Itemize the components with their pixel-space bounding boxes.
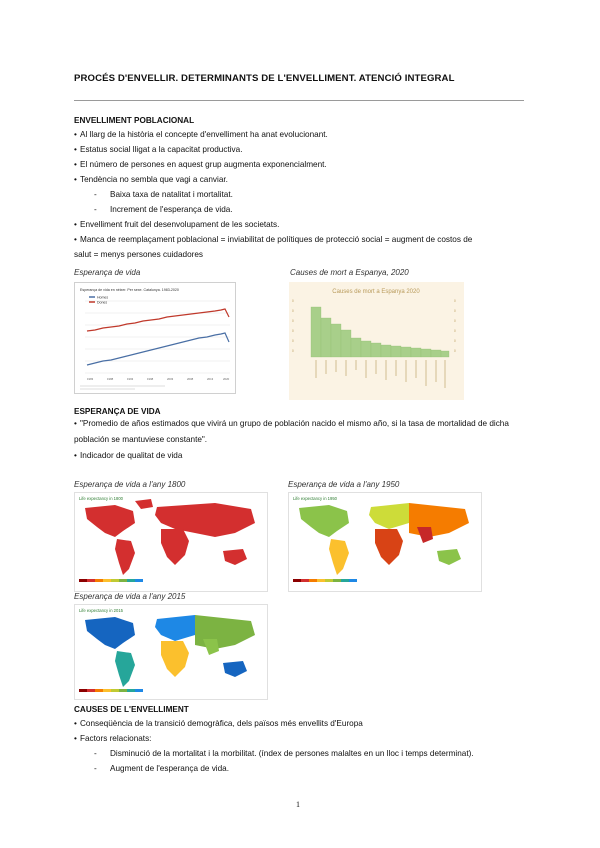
svg-text:1998: 1998 — [147, 377, 154, 381]
section-heading-causes: CAUSES DE L'ENVELLIMENT — [74, 705, 189, 714]
map-legend — [293, 579, 357, 582]
svg-text:0: 0 — [454, 299, 456, 303]
caption-map-2015: Esperança de vida a l'any 2015 — [74, 592, 186, 601]
svg-text:0: 0 — [292, 349, 294, 353]
map-title: Life expectancy in 1800 — [79, 496, 123, 501]
svg-text:1993: 1993 — [127, 377, 134, 381]
svg-text:0: 0 — [292, 329, 294, 333]
sub-list-item: - Augment de l'esperança de vida. — [94, 764, 229, 773]
life-expectancy-chart-svg — [75, 283, 235, 393]
list-item: • El número de persones en aquest grup augmenta exponencialment. — [74, 160, 327, 169]
page-title: PROCÉS D'ENVELLIR. DETERMINANTS DE L'ENVELLIMENT. ATENCIÓ INTEGRAL — [74, 73, 455, 84]
sub-list-item: - Baixa taxa de natalitat i mortalitat. — [94, 190, 233, 199]
list-item: • Manca de reemplaçament poblacional = inviabilitat de polítiques de protecció social = augment de costos de — [74, 235, 473, 244]
caption-causes-of-death: Causes de mort a Espanya, 2020 — [290, 268, 409, 277]
map-2015 — [74, 604, 268, 700]
map-1800 — [74, 492, 268, 592]
x-axis-tick-labels — [316, 360, 445, 388]
svg-text:2003: 2003 — [167, 377, 174, 381]
caption-map-1800: Esperança de vida a l'any 1800 — [74, 480, 186, 489]
y-axis-left-ticks — [292, 299, 294, 353]
list-item: • Envelliment fruit del desenvolupament de les societats. — [74, 220, 280, 229]
list-item: • Al llarg de la història el concepte d'envelliment ha anat evolucionant. — [74, 130, 328, 139]
map-legend — [79, 689, 143, 692]
bar — [361, 341, 371, 357]
svg-text:1983: 1983 — [87, 377, 94, 381]
bar — [381, 345, 391, 357]
list-item: • Estatus social lligat a la capacitat productiva. — [74, 145, 243, 154]
map-title: Life expectancy in 2015 — [79, 608, 123, 613]
bar — [441, 351, 449, 357]
bar — [321, 318, 331, 357]
svg-text:1988: 1988 — [107, 377, 114, 381]
bar — [351, 338, 361, 357]
svg-text:0: 0 — [292, 339, 294, 343]
svg-text:0: 0 — [292, 299, 294, 303]
bar — [391, 346, 401, 357]
svg-text:2020: 2020 — [223, 377, 230, 381]
svg-text:2008: 2008 — [187, 377, 194, 381]
svg-text:0: 0 — [454, 319, 456, 323]
list-item: • Conseqüència de la transició demogràfica, dels països més envellits d'Europa — [74, 719, 363, 728]
svg-text:0: 0 — [292, 309, 294, 313]
x-axis-ticks — [87, 377, 230, 381]
map-1950 — [288, 492, 482, 592]
legend-men: Homes — [97, 295, 109, 300]
section-heading-envelliment: ENVELLIMENT POBLACIONAL — [74, 116, 195, 125]
list-item: • Indicador de qualitat de vida — [74, 451, 183, 460]
chart-title: Esperança de vida en néixer. Per sexe. Catalunya. 1983-2020 — [80, 288, 179, 292]
legend-women: Dones — [97, 300, 108, 305]
title-divider — [74, 100, 524, 101]
bar — [431, 350, 441, 357]
map-1950-svg — [289, 493, 481, 591]
svg-text:0: 0 — [292, 319, 294, 323]
svg-text:0: 0 — [454, 339, 456, 343]
svg-text:0: 0 — [454, 349, 456, 353]
svg-text:0: 0 — [454, 329, 456, 333]
section-heading-esperanca: ESPERANÇA DE VIDA — [74, 407, 161, 416]
caption-map-1950: Esperança de vida a l'any 1950 — [288, 480, 400, 489]
bar — [371, 343, 381, 357]
definition-quote: • "Promedio de años estimados que vivirá un grupo de población nacido el mismo año, si la tasa de mortalidad de dicha población se mantuviese constante". — [74, 419, 509, 444]
svg-text:2013: 2013 — [207, 377, 214, 381]
bar — [311, 307, 321, 357]
chart-bars — [311, 307, 449, 357]
bar — [411, 348, 421, 357]
chart-title: Causes de mort a Espanya 2020 — [332, 289, 420, 295]
caption-life-expectancy: Esperança de vida — [74, 268, 141, 277]
sub-list-item: - Disminució de la mortalitat i la morbilitat. (índex de persones malaltes en un lloc i temps determinat). — [94, 749, 474, 758]
map-title: Life expectancy in 1950 — [293, 496, 337, 501]
list-item: • Tendència no sembla que vagi a canviar. — [74, 175, 228, 184]
bar — [421, 349, 431, 357]
svg-text:0: 0 — [454, 309, 456, 313]
sub-list-item: - Increment de l'esperança de vida. — [94, 205, 233, 214]
list-item: • Factors relacionats: — [74, 734, 152, 743]
list-item-continuation: salut = menys persones cuidadores — [74, 250, 204, 259]
chart-legend — [89, 296, 108, 305]
bar — [341, 330, 351, 357]
causes-of-death-chart-svg — [289, 282, 464, 400]
y-axis-right-ticks — [454, 299, 456, 353]
causes-of-death-chart — [289, 282, 464, 400]
page-number: 1 — [296, 800, 300, 809]
map-legend — [79, 579, 143, 582]
series-women-line — [87, 309, 229, 331]
life-expectancy-chart — [74, 282, 236, 394]
bar — [331, 324, 341, 357]
bar — [401, 347, 411, 357]
map-2015-svg — [75, 605, 267, 699]
map-1800-svg — [75, 493, 267, 591]
